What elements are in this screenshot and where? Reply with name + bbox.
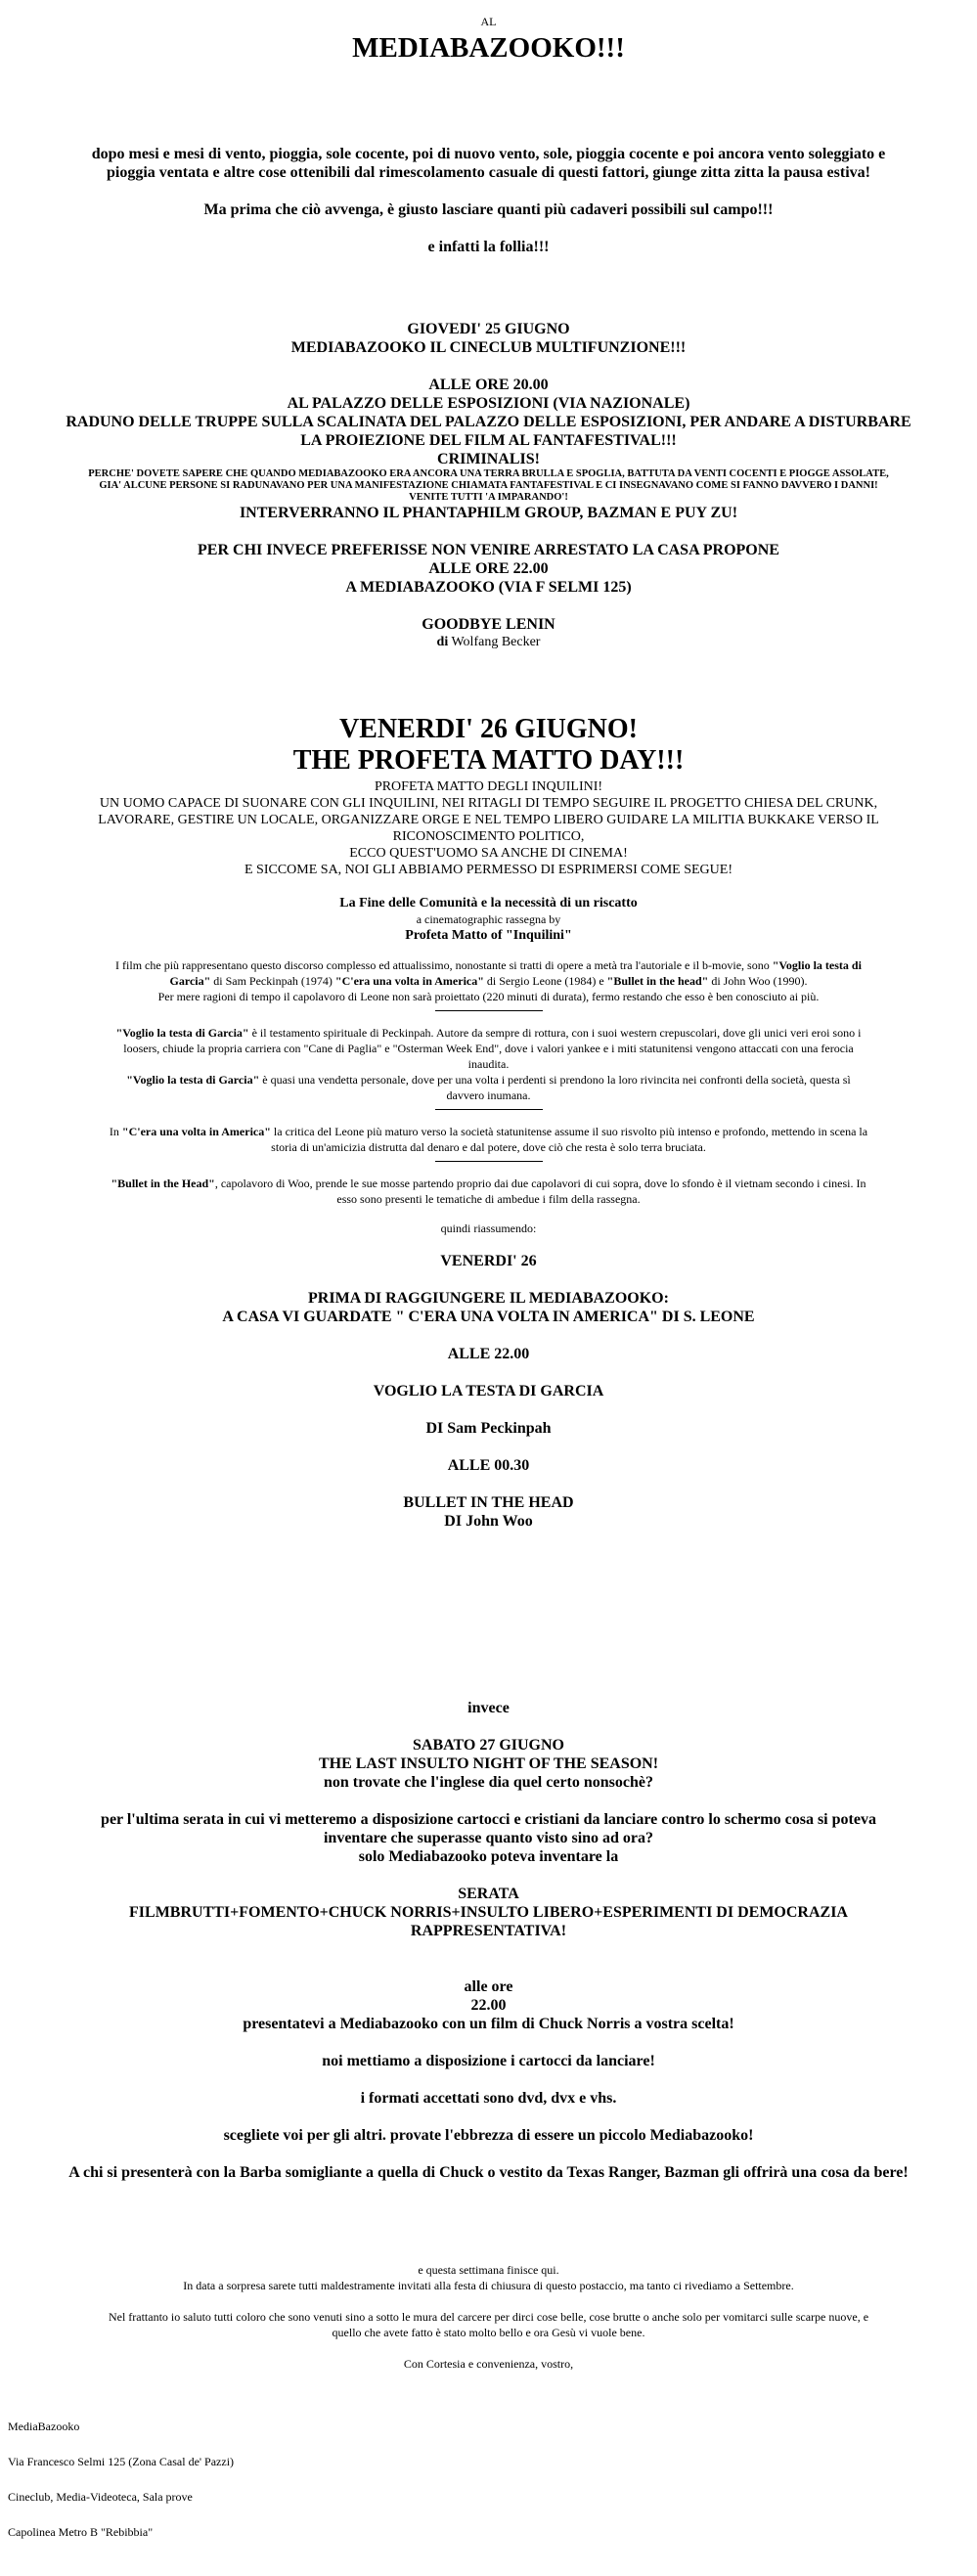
bullet-title: "Bullet in the Head" (111, 1177, 215, 1190)
summary-time-2: ALLE 00.30 (447, 1457, 530, 1474)
summary-film-2: BULLET IN THE HEAD (403, 1494, 574, 1511)
garcia-text-3: inaudita. (467, 1057, 510, 1071)
sabato-desc-1: per l'ultima serata in cui vi metteremo a disposizione cartocci e cristiani da lanciare contro lo schermo cosa si poteva (101, 1811, 876, 1828)
rassegna-author: Profeta Matto of "Inquilini" (405, 928, 572, 943)
giovedi-section (0, 320, 977, 650)
garcia-text-1: è il testamento spirituale di Peckinpah. Autore da sempre di rottura, con i suoi western crepuscolari, dove gli unici veri eroi sono i (248, 1026, 862, 1040)
rassegna-intro-text-1: I film che più rappresentano questo discorso complesso ed attualissimo, nonostante si tratti di opere a metà tra l'autoriale e il b-movie, sono (115, 958, 773, 972)
footer-name: MediaBazooko (8, 2420, 80, 2433)
rassegna-title: La Fine delle Comunità e la necessità di un riscatto (339, 896, 638, 910)
giovedi-small-3: VENITE TUTTI 'A IMPARANDO'! (409, 492, 568, 503)
giovedi-di-label: di (436, 635, 449, 649)
america-text-3: storia di un'amicizia distrutta dal denaro e dal potere, dove ciò che resta è solo terra bruciata. (271, 1140, 706, 1154)
america-title: "C'era una volta in America" (121, 1125, 271, 1138)
divider-1 (435, 1010, 543, 1011)
intro-follia: e infatti la follia!!! (427, 239, 550, 255)
venerdi-profeta-1: PROFETA MATTO DEGLI INQUILINI! (374, 779, 603, 794)
sabato-invece: invece (467, 1700, 510, 1716)
closing-1: e questa settimana finisce qui. (418, 2263, 559, 2277)
giovedi-alt-1: PER CHI INVECE PREFERISSE NON VENIRE ARRESTATO LA CASA PROPONE (198, 542, 779, 558)
intro-section (0, 145, 977, 256)
giovedi-film-director (0, 634, 977, 650)
giovedi-place: AL PALAZZO DELLE ESPOSIZIONI (VIA NAZIONALE) (287, 395, 690, 412)
venerdi-section (0, 714, 977, 1531)
sabato-section (0, 1699, 977, 2182)
venerdi-profeta-6: E SICCOME SA, NOI GLI ABBIAMO PERMESSO DI ESPRIMERSI COME SEGUE! (244, 863, 733, 877)
rassegna-intro (0, 957, 977, 1004)
america-paragraph (0, 1124, 977, 1155)
venerdi-profeta-3: LAVORARE, GESTIRE UN LOCALE, ORGANIZZARE ORGE E NEL TEMPO LIBERO GUIDARE LA MILITIA BUKKAKE VERSO IL (98, 813, 879, 827)
bullet-text-2: esso sono presenti le tematiche di ambedue i film della rassegna. (336, 1192, 641, 1206)
rassegna-intro-america: "C'era una volta in America" (334, 974, 484, 988)
sabato-english: non trovate che l'inglese dia quel certo nonsochè? (323, 1774, 654, 1791)
sabato-date: SABATO 27 GIUGNO (413, 1737, 564, 1754)
venerdi-big-1: VENERDI' 26 GIUGNO! (339, 714, 638, 744)
footer-services: Cineclub, Media-Videoteca, Sala prove (8, 2490, 193, 2504)
closing-2: In data a sorpresa sarete tutti maldestramente invitati alla festa di chiusura di questo postaccio, ma tanto ci rivediamo a Settembre. (183, 2279, 794, 2292)
formati: i formati accettati sono dvd, dvx e vhs. (360, 2090, 617, 2107)
rassegna-by: a cinematographic rassegna by (416, 912, 561, 926)
intro-line-2: pioggia ventata e altre cose ottenibili dal rimescolamento casuale di questi fattori, giunge zitta zitta la pausa estiva! (107, 164, 870, 181)
cartocci: noi mettiamo a disposizione i cartocci da lanciare! (322, 2053, 655, 2069)
sabato-desc-2: inventare che superasse quanto visto sino ad ora? (323, 1830, 654, 1846)
giovedi-guests: INTERVERRANNO IL PHANTAPHILM GROUP, BAZMAN E PUY ZU! (239, 505, 738, 521)
giovedi-raduno-2: LA PROIEZIONE DEL FILM AL FANTAFESTIVAL!!! (300, 432, 677, 449)
summary-director-2: DI John Woo (444, 1513, 533, 1530)
serata-2: FILMBRUTTI+FOMENTO+CHUCK NORRIS+INSULTO LIBERO+ESPERIMENTI DI DEMOCRAZIA (129, 1904, 848, 1921)
rassegna-intro-text-2: di Sam Peckinpah (1974) (210, 974, 335, 988)
giovedi-time: ALLE ORE 20.00 (428, 377, 549, 393)
closing-signoff: Con Cortesia e convenienza, vostro, (403, 2357, 574, 2371)
giovedi-subtitle: MEDIABAZOOKO IL CINECLUB MULTIFUNZIONE!!! (290, 339, 687, 356)
giovedi-film-title: GOODBYE LENIN (422, 616, 555, 633)
divider-2 (435, 1109, 543, 1110)
garcia-paragraph (0, 1025, 977, 1103)
intro-line-1: dopo mesi e mesi di vento, pioggia, sole cocente, poi di nuovo vento, sole, pioggia cocente e poi ancora vento soleggiato e (91, 146, 886, 162)
closing-section (0, 2262, 977, 2372)
closing-3: Nel frattanto io saluto tutti coloro che sono venuti sino a sotto le mura del carcere per dirci cose belle, cose brutte o anche solo per vomitarci sulle scarpe nuove, e (108, 2310, 869, 2324)
presentatevi: presentatevi a Mediabazooko con un film di Chuck Norris a vostra scelta! (243, 2016, 734, 2032)
rassegna-intro-text-5: Per mere ragioni di tempo il capolavoro di Leone non sarà proiettato (220 minuti di durata), fermo restando che esso è ben conosciuto ai più. (157, 990, 820, 1003)
rassegna-intro-text-4: di John Woo (1990). (708, 974, 808, 988)
footer-section (0, 2419, 977, 2540)
garcia-text-2: loosers, chiude la propria carriera con "Cane di Paglia" e "Osterman Week End", dove i valori yankee e i miti statunitensi vengono attaccati con una ferocia (123, 1042, 854, 1055)
bullet-text-1: , capolavoro di Woo, prende le sue mosse partendo proprio dai due capolavori di cui sopra, dove lo sfondo è il vietnam secondo i cinesi. In (214, 1177, 866, 1190)
page-title: MEDIABAZOOKO!!! (352, 32, 625, 64)
serata-1: SERATA (458, 1886, 519, 1902)
america-text-2: la critica del Leone più maturo verso la società statunitense assume il suo risvolto più intenso e profondo, mettendo in scena la (270, 1125, 868, 1138)
closing-4: quello che avete fatto è stato molto bello e ora Gesù vi vuole bene. (332, 2326, 645, 2339)
giovedi-alt-2: ALLE ORE 22.00 (428, 560, 549, 577)
venerdi-profeta-2: UN UOMO CAPACE DI SUONARE CON GLI INQUILINI, NEI RITAGLI DI TEMPO SEGUIRE IL PROGETTO CHIESA DEL CRUNK, (99, 796, 878, 811)
rassegna-intro-text-3: di Sergio Leone (1984) e (483, 974, 607, 988)
ore-label: alle ore (464, 1978, 513, 1995)
venerdi-big-2: THE PROFETA MATTO DAY!!! (292, 745, 685, 776)
header (0, 14, 977, 65)
america-text-1: In (109, 1125, 122, 1138)
bullet-paragraph (0, 1176, 977, 1207)
giovedi-date: GIOVEDI' 25 GIUGNO (407, 321, 570, 337)
rassegna-intro-bullet: "Bullet in the head" (606, 974, 709, 988)
summary-film-1: VOGLIO LA TESTA DI GARCIA (373, 1383, 604, 1399)
divider-3 (435, 1161, 543, 1162)
venerdi-profeta-5: ECCO QUEST'UOMO SA ANCHE DI CINEMA! (349, 846, 628, 861)
summary-day: VENERDI' 26 (440, 1253, 537, 1269)
garcia-text-5: davvero inumana. (446, 1088, 531, 1102)
garcia-title-1: "Voglio la testa di Garcia" (115, 1026, 249, 1040)
giovedi-raduno-1: RADUNO DELLE TRUPPE SULLA SCALINATA DEL PALAZZO DELLE ESPOSIZIONI, PER ANDARE A DISTURBARE (66, 414, 911, 430)
barba: A chi si presenterà con la Barba somigliante a quella di Chuck o vestito da Texas Ranger, Bazman gli offrirà una cosa da bere! (68, 2164, 909, 2181)
garcia-text-4: è quasi una vendetta personale, dove per una volta i perdenti si prendono la loro rivincita nei confronti della società, questa sì (259, 1073, 851, 1087)
rassegna-intro-garcia-2: Garcia" (169, 974, 211, 988)
serata-3: RAPPRESENTATIVA! (410, 1923, 567, 1939)
summary-prima-2: A CASA VI GUARDATE " C'ERA UNA VOLTA IN AMERICA" DI S. LEONE (222, 1309, 755, 1325)
giovedi-small-1: PERCHE' DOVETE SAPERE CHE QUANDO MEDIABAZOOKO ERA ANCORA UNA TERRA BRULLA E SPOGLIA, BATTUTA DA VENTI COCENTI E PIOGGE ASSOLATE, (88, 468, 889, 479)
footer-metro: Capolinea Metro B "Rebibbia" (8, 2525, 154, 2539)
giovedi-criminalis: CRIMINALIS! (437, 451, 540, 467)
rassegna-intro-garcia-1: "Voglio la testa di (772, 958, 862, 972)
intro-cadaveri: Ma prima che ciò avvenga, è giusto lasciare quanti più cadaveri possibili sul campo!!! (203, 201, 774, 218)
summary-prima-1: PRIMA DI RAGGIUNGERE IL MEDIABAZOOKO: (308, 1290, 669, 1307)
sabato-title: THE LAST INSULTO NIGHT OF THE SEASON! (318, 1755, 659, 1772)
ore-time: 22.00 (470, 1997, 507, 2014)
header-al: AL (480, 15, 497, 28)
footer-address: Via Francesco Selmi 125 (Zona Casal de' Pazzi) (8, 2455, 235, 2468)
summary-director-1: DI Sam Peckinpah (425, 1420, 552, 1437)
venerdi-profeta-4: RICONOSCIMENTO POLITICO, (392, 829, 585, 844)
garcia-title-2: "Voglio la testa di Garcia" (126, 1073, 260, 1087)
giovedi-director-name: Wolfang Becker (451, 635, 541, 649)
sabato-desc-3: solo Mediabazooko poteva inventare la (358, 1848, 619, 1865)
scegliete: scegliete voi per gli altri. provate l'ebbrezza di essere un piccolo Mediabazooko! (223, 2127, 754, 2144)
summary-time-1: ALLE 22.00 (447, 1346, 530, 1362)
intro-paragraph (0, 145, 977, 182)
giovedi-small-2: GIA' ALCUNE PERSONE SI RADUNAVANO PER UNA MANIFESTAZIONE CHIAMATA FANTAFESTIVAL E CI INSEGNAVANO COME SI FANNO DAVVERO I DANNI! (99, 480, 878, 491)
riassumendo: quindi riassumendo: (440, 1221, 537, 1235)
giovedi-alt-3: A MEDIABAZOOKO (VIA F SELMI 125) (345, 579, 632, 596)
